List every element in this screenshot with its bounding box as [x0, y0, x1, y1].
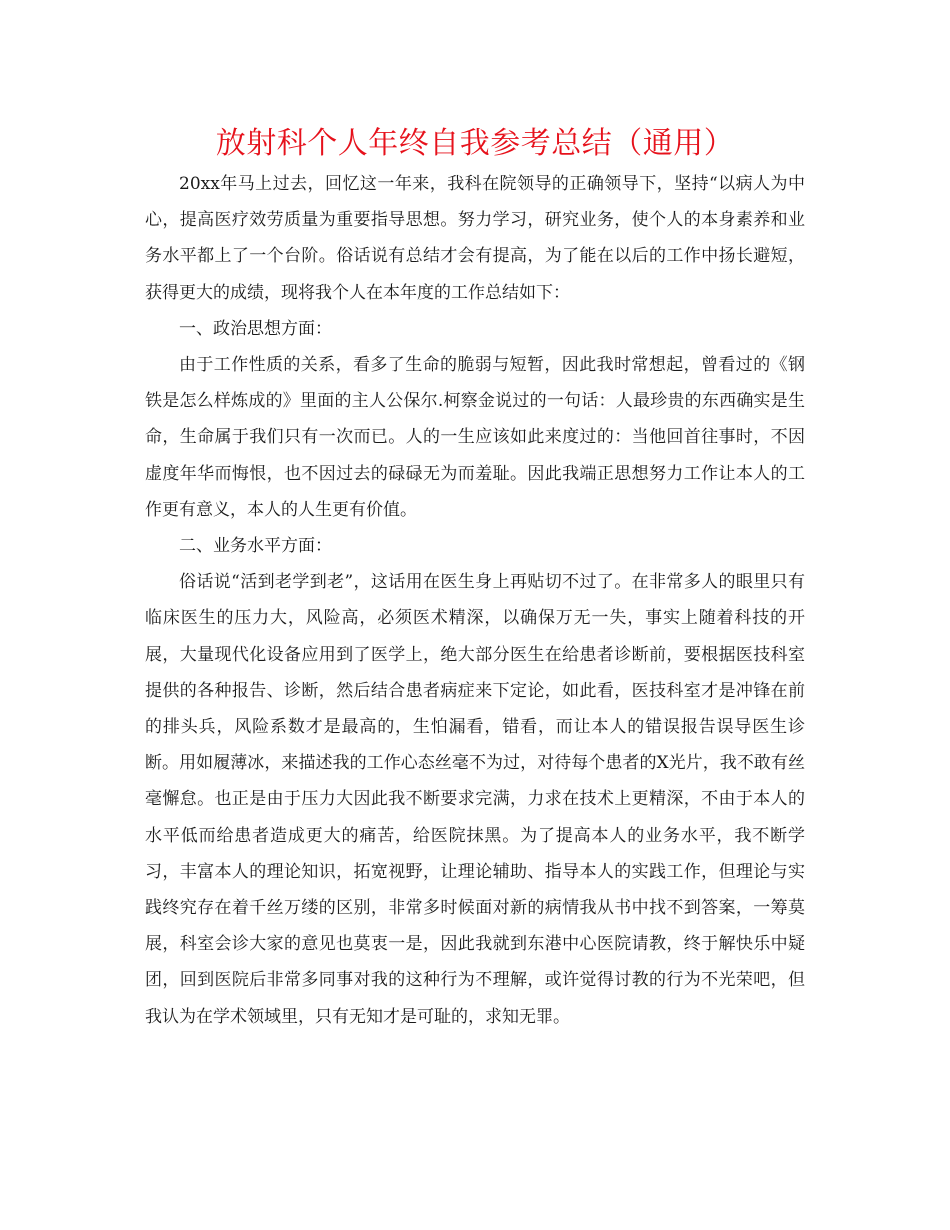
political-paragraph: 由于工作性质的关系，看多了生命的脆弱与短暂，因此我时常想起，曾看过的《钢铁是怎么样炼成的》里面的主人公保尔.柯察金说过的一句话：人最珍贵的东西确实是生命，生命属于我们只有一次而已。人的一生应该如此来度过的：当他回首往事时，不因虚度年华而悔恨，也不因过去的碌碌无为而羞耻。因此我端正思想努力工作让本人的工作更有意义，本人的人生更有价值。 — [145, 355, 805, 520]
document-title: 放射科个人年终自我参考总结（通用） — [215, 126, 735, 161]
section-heading-political: 一、政治思想方面： — [179, 318, 332, 339]
document-body — [145, 166, 805, 1035]
professional-paragraph: 俗话说“活到老学到老”，这话用在医生身上再贴切不过了。在非常多人的眼里只有临床医生的压力大，风险高，必须医术精深，以确保万无一失，事实上随着科技的开展，大量现代化设备应用到了医学上，绝大部分医生在给患者诊断前，要根据医技科室提供的各种报告、诊断，然后结合患者病症来下定论，如此看，医技科室才是冲锋在前的排头兵，风险系数才是最高的，生怕漏看，错看，而让本人的错误报告误导医生诊断。用如履薄冰，来描述我的工作心态丝毫不为过，对待每个患者的X光片，我不敢有丝毫懈怠。也正是由于压力大因此我不断要求完满，力求在技术上更精深，不由于本人的水平低而给患者造成更大的痛苦，给医院抹黑。为了提高本人的业务水平，我不断学习，丰富本人的理论知识，拓宽视野，让理论辅助、指导本人的实践工作，但理论与实践终究存在着千丝万缕的区别，非常多时候面对新的病情我从书中找不到答案，一筹莫展，科室会诊大家的意见也莫衷一是，因此我就到东港中心医院请教，终于解快乐中疑团，回到医院后非常多同事对我的这种行为不理解，或许觉得讨教的行为不光荣吧，但我认为在学术领域里，只有无知才是可耻的，求知无罪。 — [145, 572, 805, 1027]
intro-paragraph: 20xx年马上过去，回忆这一年来，我科在院领导的正确领导下，坚持“以病人为中心，提高医疗效劳质量为重要指导思想。努力学习，研究业务，使个人的本身素养和业务水平都上了一个台阶。俗话说有总结才会有提高，为了能在以后的工作中扬长避短，获得更大的成绩，现将我个人在本年度的工作总结如下： — [145, 174, 805, 303]
section-heading-professional: 二、业务水平方面： — [179, 536, 332, 557]
